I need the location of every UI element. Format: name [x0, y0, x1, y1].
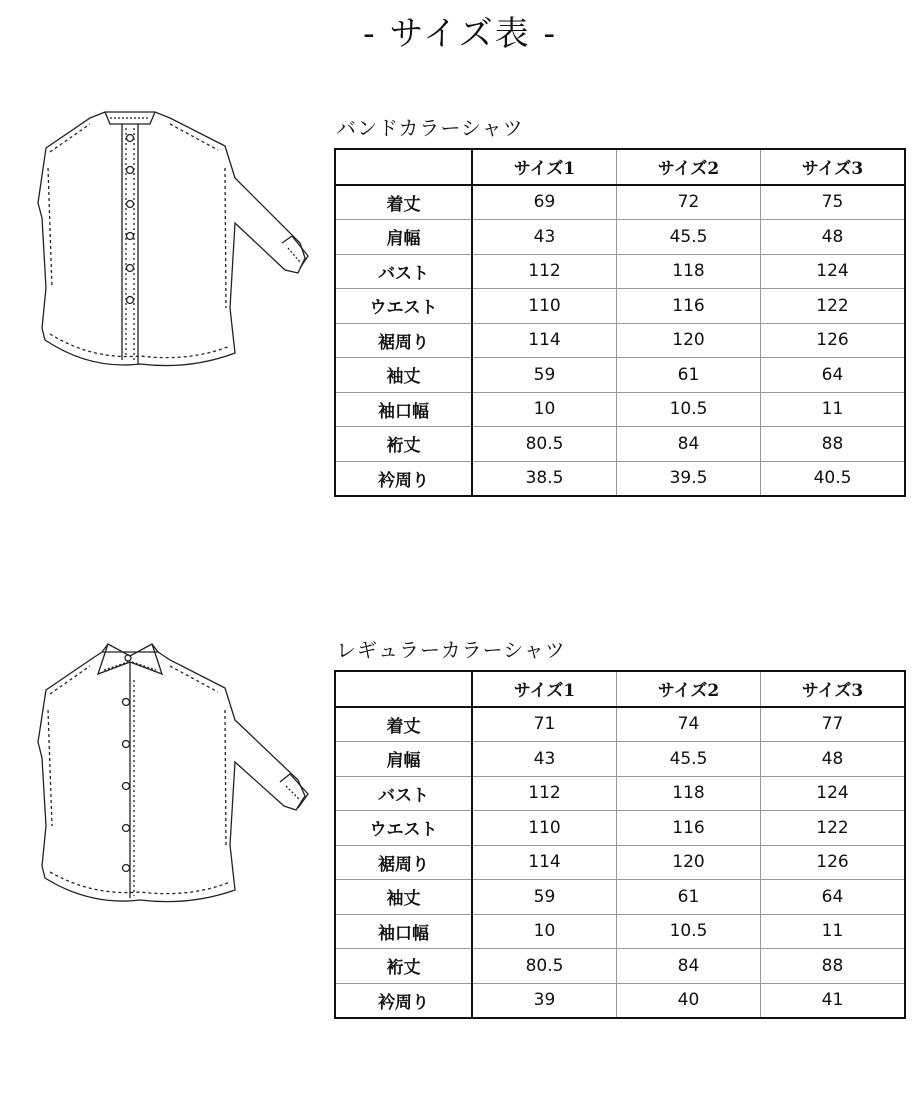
table-row: [335, 254, 905, 289]
table-cell: 43: [472, 220, 617, 255]
table-cell: 120: [617, 323, 761, 358]
table-cell: 40: [617, 983, 761, 1018]
column-header-size-2: サイズ2: [617, 671, 761, 707]
table-cell: 61: [617, 880, 761, 915]
table-cell: 43: [472, 742, 617, 777]
table-row: [335, 776, 905, 811]
table-cell: 69: [472, 185, 617, 220]
table-row: [335, 185, 905, 220]
table-row: [335, 289, 905, 324]
row-label: 袖丈: [335, 880, 472, 915]
table-cell: 124: [761, 254, 906, 289]
table-cell: 11: [761, 392, 906, 427]
table-row: [335, 742, 905, 777]
table-row: [335, 914, 905, 949]
table-cell: 122: [761, 811, 906, 846]
table-cell: 10: [472, 914, 617, 949]
regular-collar-size-table: [334, 670, 906, 1019]
table-cell: 11: [761, 914, 906, 949]
row-label: ウエスト: [335, 289, 472, 324]
table-cell: 10.5: [617, 914, 761, 949]
column-header-size-2: サイズ2: [617, 149, 761, 185]
table-cell: 75: [761, 185, 906, 220]
row-label: 裄丈: [335, 427, 472, 462]
table-cell: 41: [761, 983, 906, 1018]
table-row: [335, 949, 905, 984]
row-label: 袖丈: [335, 358, 472, 393]
table-cell: 114: [472, 323, 617, 358]
table-cell: 118: [617, 776, 761, 811]
table-cell: 64: [761, 880, 906, 915]
band-collar-shirt-illustration: [30, 108, 330, 388]
table-cell: 112: [472, 776, 617, 811]
table-cell: 77: [761, 707, 906, 742]
table-cell: 110: [472, 289, 617, 324]
table-cell: 120: [617, 845, 761, 880]
table-cell: 45.5: [617, 220, 761, 255]
row-label: 着丈: [335, 707, 472, 742]
column-header-size-1: サイズ1: [472, 671, 617, 707]
table-cell: 71: [472, 707, 617, 742]
row-label: 衿周り: [335, 461, 472, 496]
table-cell: 110: [472, 811, 617, 846]
row-label: 着丈: [335, 185, 472, 220]
table-cell: 116: [617, 811, 761, 846]
row-label: 裾周り: [335, 323, 472, 358]
column-header-size-3: サイズ3: [761, 671, 906, 707]
table-cell: 45.5: [617, 742, 761, 777]
row-label: 裄丈: [335, 949, 472, 984]
row-label: 衿周り: [335, 983, 472, 1018]
table-cell: 48: [761, 220, 906, 255]
page-title: - サイズ表 -: [363, 14, 557, 54]
table-cell: 10: [472, 392, 617, 427]
table-header-row: [335, 149, 905, 185]
table-cell: 64: [761, 358, 906, 393]
table-row: [335, 220, 905, 255]
table-cell: 61: [617, 358, 761, 393]
table-cell: 10.5: [617, 392, 761, 427]
table-cell: 80.5: [472, 949, 617, 984]
row-label: 肩幅: [335, 742, 472, 777]
table-row: [335, 461, 905, 496]
header-corner: [335, 149, 472, 185]
table-cell: 38.5: [472, 461, 617, 496]
header-corner: [335, 671, 472, 707]
row-label: 肩幅: [335, 220, 472, 255]
table-cell: 122: [761, 289, 906, 324]
table-cell: 116: [617, 289, 761, 324]
table-cell: 84: [617, 949, 761, 984]
table-cell: 74: [617, 707, 761, 742]
row-label: バスト: [335, 776, 472, 811]
column-header-size-1: サイズ1: [472, 149, 617, 185]
row-label: ウエスト: [335, 811, 472, 846]
table-cell: 80.5: [472, 427, 617, 462]
table-row: [335, 392, 905, 427]
table-cell: 88: [761, 427, 906, 462]
table-cell: 118: [617, 254, 761, 289]
table-row: [335, 811, 905, 846]
table-cell: 126: [761, 845, 906, 880]
row-label: 袖口幅: [335, 914, 472, 949]
table-cell: 112: [472, 254, 617, 289]
table-row: [335, 427, 905, 462]
table-row: [335, 323, 905, 358]
band-collar-size-table: [334, 148, 906, 497]
regular-collar-heading: レギュラーカラーシャツ: [336, 638, 566, 662]
row-label: 袖口幅: [335, 392, 472, 427]
band-collar-heading: バンドカラーシャツ: [336, 116, 524, 140]
table-cell: 39: [472, 983, 617, 1018]
column-header-size-3: サイズ3: [761, 149, 906, 185]
table-cell: 59: [472, 358, 617, 393]
table-row: [335, 358, 905, 393]
table-row: [335, 707, 905, 742]
table-cell: 72: [617, 185, 761, 220]
table-cell: 126: [761, 323, 906, 358]
regular-collar-shirt-illustration: [30, 640, 330, 920]
row-label: 裾周り: [335, 845, 472, 880]
table-row: [335, 880, 905, 915]
table-cell: 114: [472, 845, 617, 880]
table-row: [335, 845, 905, 880]
table-header-row: [335, 671, 905, 707]
table-cell: 88: [761, 949, 906, 984]
table-row: [335, 983, 905, 1018]
table-cell: 84: [617, 427, 761, 462]
table-cell: 40.5: [761, 461, 906, 496]
table-cell: 59: [472, 880, 617, 915]
table-cell: 39.5: [617, 461, 761, 496]
table-cell: 48: [761, 742, 906, 777]
row-label: バスト: [335, 254, 472, 289]
table-cell: 124: [761, 776, 906, 811]
